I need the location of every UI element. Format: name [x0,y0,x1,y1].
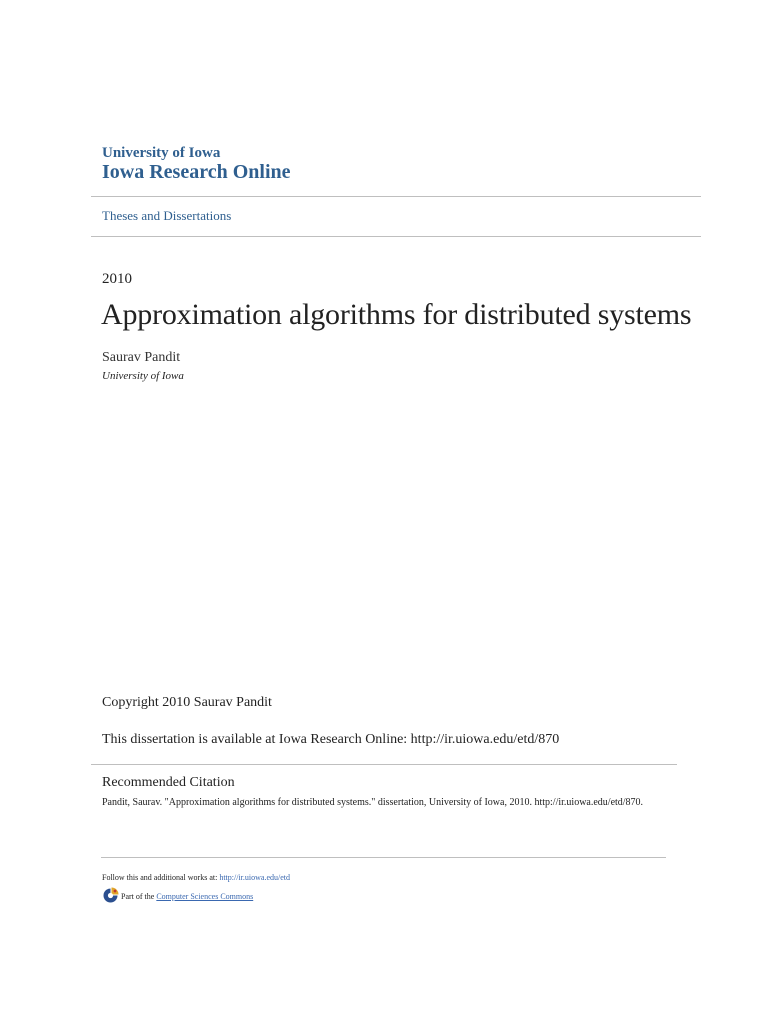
part-of-line [102,887,253,906]
follow-line [102,873,290,882]
follow-prefix: Follow this and additional works at: [102,873,220,882]
availability-statement: This dissertation is available at Iowa Research Online: http://ir.uiowa.edu/etd/870 [102,732,560,747]
follow-link[interactable]: http://ir.uiowa.edu/etd [219,873,290,882]
repository-name[interactable]: Iowa Research Online [102,161,291,183]
collection-link[interactable]: Theses and Dissertations [102,208,232,223]
citation-text: Pandit, Saurav. "Approximation algorithms for distributed systems." dissertation, University of Iowa, 2010. http://ir.uiowa.edu/etd/870. [102,797,644,808]
document-title: Approximation algorithms for distributed systems [101,298,692,331]
header-divider [91,196,701,197]
commons-link[interactable]: Computer Sciences Commons [156,892,254,901]
network-commons-icon [102,887,121,906]
citation-heading: Recommended Citation [102,775,235,790]
part-of-prefix: Part of the [121,892,155,901]
citation-divider [91,764,677,765]
institution-name: University of Iowa [102,145,221,161]
author-affiliation: University of Iowa [102,370,184,382]
footer-divider [101,857,666,858]
author-name: Saurav Pandit [102,350,181,365]
publication-year: 2010 [102,271,132,287]
collection-divider [91,236,701,237]
copyright-notice: Copyright 2010 Saurav Pandit [102,695,272,710]
